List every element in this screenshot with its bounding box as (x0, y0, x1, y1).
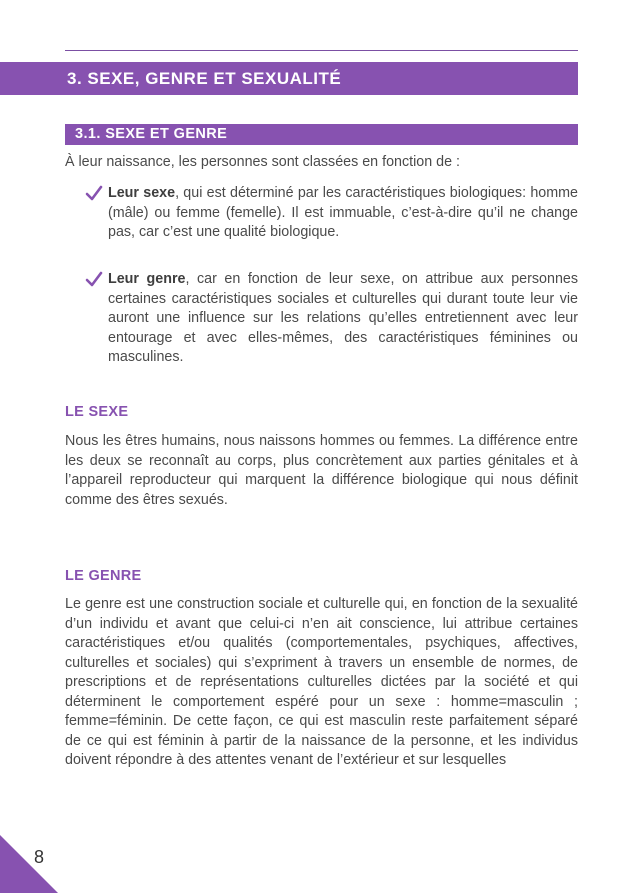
paragraph-genre: Le genre est une construction sociale et culturelle qui, en fonction de la sexualité d’un individu et avant que celui-ci n’en ait conscience, lui attribue certaines caractéristiques et/ou qualités (comportementales, psychiques, affectives, culturelles et sociales) qui s’expriment à travers un ensemble de normes, de prescriptions et de représentations culturelles dictées par la société et qui déterminent le comportement espéré pour un sexe : homme=masculin ; femme=féminin. De cette façon, ce qui est masculin reste parfaitement séparé de ce qui est féminin à partir de la naissance de la personne, et les individus doivent répondre à des attentes venant de l’extérieur et sur lesquelles (65, 596, 578, 768)
top-rule (65, 50, 578, 51)
bullet-body: , car en fonction de leur sexe, on attribue aux personnes certaines caractéristiques sociales et culturelles qui durant toute leur vie auront une influence sur les relations qu’elles entretiennent avec leur entourage et avec elles-mêmes, des caractéristiques féminines ou masculines. (108, 271, 579, 365)
page-number: 8 (34, 847, 45, 867)
bullet-text (108, 270, 578, 368)
checkmark-icon (85, 270, 103, 288)
page-corner (0, 835, 58, 893)
bullet-bold-label: Leur sexe (108, 185, 176, 201)
bullet-body: , qui est déterminé par les caractéristiques biologiques: homme (mâle) ou femme (femelle). Il est immuable, c’est-à-dire qu’il ne change pas, car c’est une qualité biologique. (108, 185, 578, 240)
checkmark-icon (85, 184, 103, 202)
paragraph-sexe: Nous les êtres humains, nous naissons hommes ou femmes. La différence entre les deux se reconnaît au corps, plus concrètement aux parties génitales et à l’appareil reproducteur qui marquent la différence biologique qui nous définit comme des êtres sexués. (65, 433, 578, 508)
section-title: 3.1. SEXE ET GENRE (75, 126, 228, 142)
chapter-title: 3. SEXE, GENRE ET SEXUALITÉ (67, 69, 342, 88)
heading-sexe: LE SEXE (65, 404, 129, 420)
heading-genre: LE GENRE (65, 568, 142, 584)
bullet-bold-label: Leur genre (108, 271, 186, 287)
bullet-text (108, 184, 578, 243)
intro-text: À leur naissance, les personnes sont classées en fonction de : (65, 154, 460, 170)
